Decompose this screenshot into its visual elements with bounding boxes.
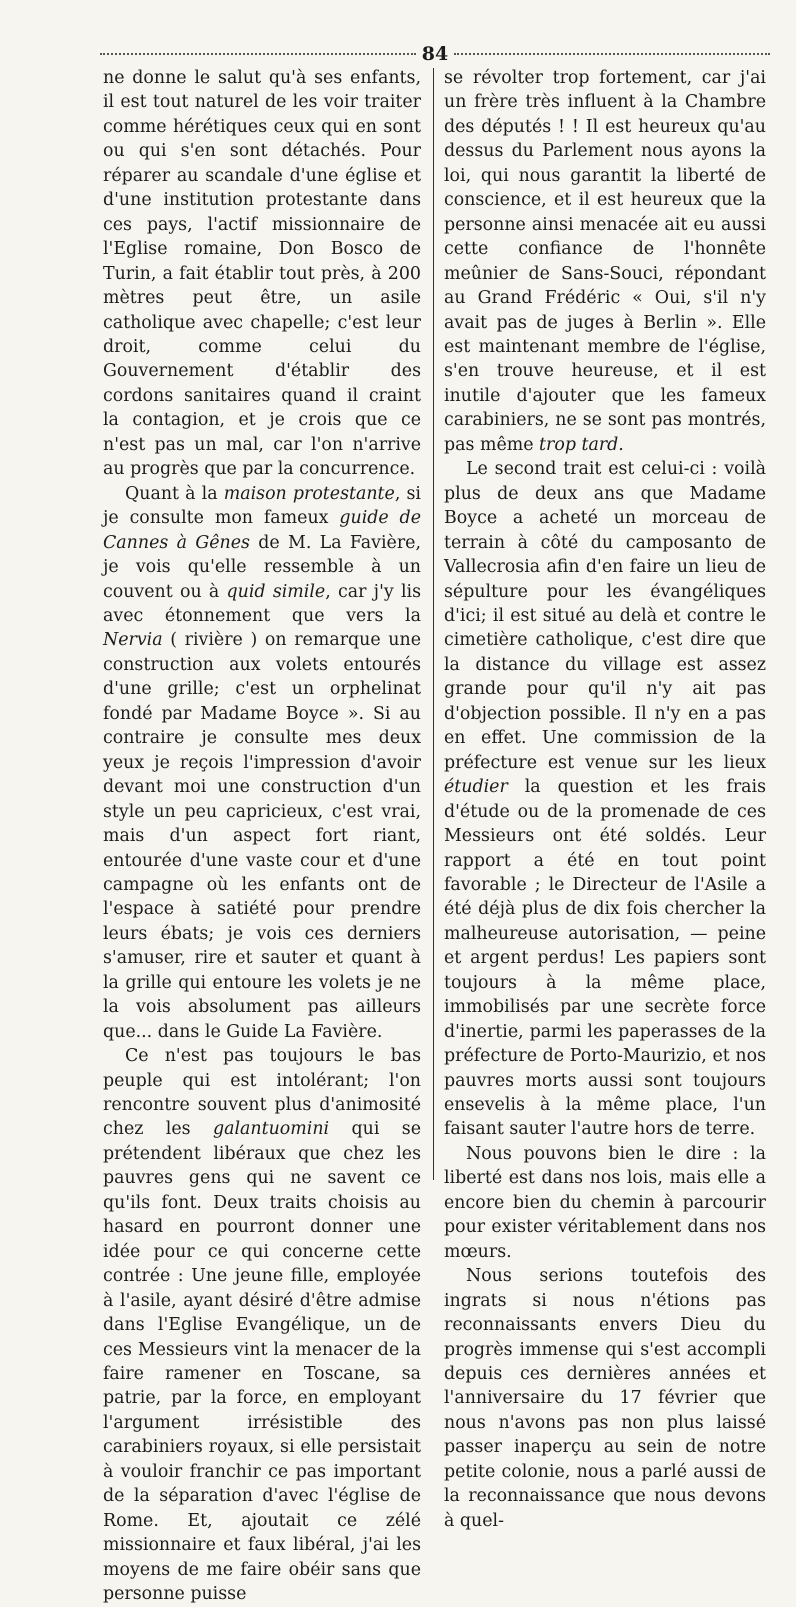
paragraph: Quant à la maison protestante, si je consulte mon fameux guide de Cannes à Gênes de M. La Favière, je vois qu'elle ressemble à un couvent ou à quid simile, car j'y lis avec étonnement que vers la Nervia ( rivière ) on remarque une construction aux volets entourés d'une grille; c'est un orphelinat fondé par Madame Boyce ». Si au contraire je consulte mes deux yeux je reçois l'impression d'avoir devant moi une construction d'un style un peu capricieux, c'est vrai, mais d'un aspect fort riant, entourée d'une vaste cour et d'une campagne où les enfants ont de l'espace à satiété pour prendre leurs ébats; je vois ces derniers s'amuser, rire et sauter et quant à la grille qui entoure les volets je ne la vois absolument pas ailleurs que... dans le Guide La Favière.: [103, 483, 421, 1042]
left-column: [103, 66, 422, 1605]
italic-text: galantuomini: [212, 1119, 330, 1140]
italic-text: étudier: [444, 777, 508, 798]
italic-text: quid simile: [226, 581, 326, 602]
italic-text: Nervia: [103, 630, 163, 651]
paragraph: Nous serions toutefois des ingrats si nous n'étions pas reconnaissants envers Dieu du progrès immense qui s'est accompli depuis ces dernières années et l'anniversaire du 17 février que nous n'avons pas non plus laissé passer inaperçu au sein de notre petite colonie, nous a parlé aussi de la reconnaissance que nous devons à quel-: [444, 1266, 766, 1531]
page-header: [100, 44, 770, 64]
paragraph: se révolter trop fortement, car j'ai un frère très influent à la Chambre des députés ! ! Il est heureux qu'au dessus du Parlement nous ayons la loi, qui nous garantit la liberté de conscience, et il est heureux que la personne ainsi menacée ait eu aussi cette confiance de l'honnête meûnier de Sans-Souci, répondant au Grand Frédéric « Oui, s'il n'y avait pas de juges à Berlin ». Elle est maintenant membre de l'église, s'en trouve heureuse, et il est inutile d'ajouter que les fameux carabiniers, ne se sont pas montrés, pas même trop tard.: [444, 68, 766, 455]
header-rule-right: [454, 53, 770, 55]
paragraph: Nous pouvons bien le dire : la liberté est dans nos lois, mais elle a encore bien du chemin à parcourir pour exister véritablement dans nos mœurs.: [444, 1143, 766, 1262]
paragraph: ne donne le salut qu'à ses enfants, il est tout naturel de les voir traiter comme hérétiques ceux qui en sont ou qui s'en sont détachés. Pour réparer au scandale d'une église et d'une institution protestante dans ces pays, l'actif missionnaire de l'Eglise romaine, Don Bosco de Turin, a fait établir tout près, à 200 mètres peut être, un asile catholique avec chapelle; c'est leur droit, comme celui du Gouvernement d'établir des cordons sanitaires quand il craint la contagion, et je crois que ce n'est pas un mal, car l'on n'arrive au progrès que par la concurrence.: [103, 68, 421, 480]
italic-text: trop tard.: [539, 434, 624, 455]
right-column: [444, 66, 766, 1531]
paragraph: Le second trait est celui-ci : voilà plus de deux ans que Madame Boyce a acheté un morceau de terrain à côté du camposanto de Vallecrosia afin d'en faire un lieu de sépulture pour les évangéliques d'ici; il est situé au delà et contre le cimetière catholique, c'est dire que la distance du village est assez grande pour qu'il n'y ait pas d'objection possible. Il n'y en a pas en effet. Une commission de la préfecture est venue sur les lieux étudier la question et les frais d'étude ou de la promenade de ces Messieurs ont été soldés. Leur rapport a été en tout point favorable ; le Directeur de l'Asile a été déjà plus de dix fois chercher la malheureuse autorisation, — peine et argent perdus! Les papiers sont toujours à la même place, immobilisés par une secrète force d'inertie, parmi les paperasses de la préfecture de Porto-Maurizio, et nos pauvres morts aussi sont toujours ensevelis à la même place, l'un faisant sauter l'autre hors de terre.: [444, 459, 766, 1140]
column-divider: [433, 68, 434, 1180]
italic-text: maison protestante: [223, 483, 395, 504]
page-number: 84: [421, 43, 449, 65]
header-rule-left: [100, 53, 416, 55]
paragraph: Ce n'est pas toujours le bas peuple qui est intolérant; l'on rencontre souvent plus d'animosité chez les galantuomini qui se prétendent libéraux que chez les pauvres gens qui ne savent ce qu'ils font. Deux traits choisis au hasard en pourront donner une idée pour ce qui concerne cette contrée : Une jeune fille, employée à l'asile, ayant désiré d'être admise dans l'Eglise Evangélique, un de ces Messieurs vint la menacer de la faire ramener en Toscane, sa patrie, par la force, en employant l'argument irrésistible des carabiniers royaux, si elle persistait à vouloir franchir ce pas important de la séparation d'avec l'église de Rome. Et, ajoutait ce zélé missionnaire et faux libéral, j'ai les moyens de me faire obéir sans que personne puisse: [103, 1046, 422, 1605]
italic-text: guide de Cannes à Gênes: [103, 508, 421, 553]
